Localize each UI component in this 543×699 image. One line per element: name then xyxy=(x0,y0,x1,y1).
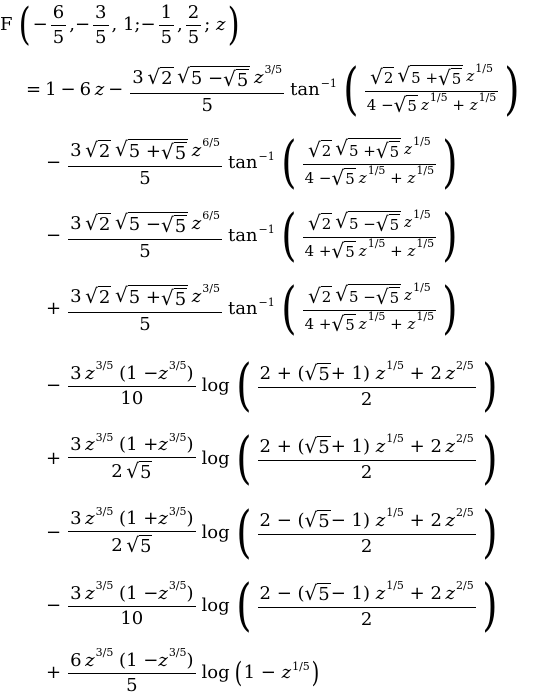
equation-line-3: − 3 √ 2 √ 5 − √ 5 z 6/5 5 $\tan^{-1}$ ( √ 2 √ 5 − √ 5 z 1/5 4 + √ 5 z 1/5 + z 1/5 ) xyxy=(46,203,458,268)
equation-line-9: + 6 z 3/5 (1 − z 3/5 ) 5 log ( $1 - z^{1/5}$ ) xyxy=(46,646,320,696)
equation-line-8: − 3 z 3/5 (1 − z 3/5 ) 10 log ( 2 − ( √ 5 − 1) z 1/5 + 2 z 2/5 2 ) xyxy=(46,573,498,638)
equation-line-5: − 3 z 3/5 ( 1 − z 3/5 ) 10 log ( 2 + ( √ 5 + 1) z 1/5 + 2 z 2/5 2 ) xyxy=(46,353,498,418)
equation-line-1: = 1 − 6 z − 3 √ 2 √ 5 − √ 5 z 3/5 5 $\tan^{-1}$ ( √ 2 √ 5 + √ 5 z 1/5 4 − √ 5 z 1/5 + z 1/5 ) xyxy=(26,57,520,122)
equation-line-0: F ( − $\frac{6}{5}$ , − $\frac{3}{5}$ , 1; − $\frac{1}{5}$ , $\frac{2}{5}$ ; z ) xyxy=(0,0,241,50)
equation-line-4: + 3 √ 2 √ 5 + √ 5 z 3/5 5 $\tan^{-1}$ ( √ 2 √ 5 − √ 5 z 1/5 4 + √ 5 z 1/5 + z 1/5 ) xyxy=(46,276,458,341)
equation-line-2: − 3 √ 2 √ 5 + √ 5 z 6/5 5 $\tan^{-1}$ ( √ 2 √ 5 + √ 5 z 1/5 4 − √ 5 z 1/5 + z 1/5 ) xyxy=(46,130,458,195)
equation-line-6: + 3 z 3/5 (1 + z 3/5 ) 2 √ 5 log ( 2 + ( √ 5 + 1) z 1/5 + 2 z 2/5 2 ) xyxy=(46,426,498,491)
equation-line-7: − 3 z 3/5 (1 + z 3/5 ) 2 √ 5 log ( 2 − ( √ 5 − 1) z 1/5 + 2 z 2/5 2 ) xyxy=(46,500,498,565)
